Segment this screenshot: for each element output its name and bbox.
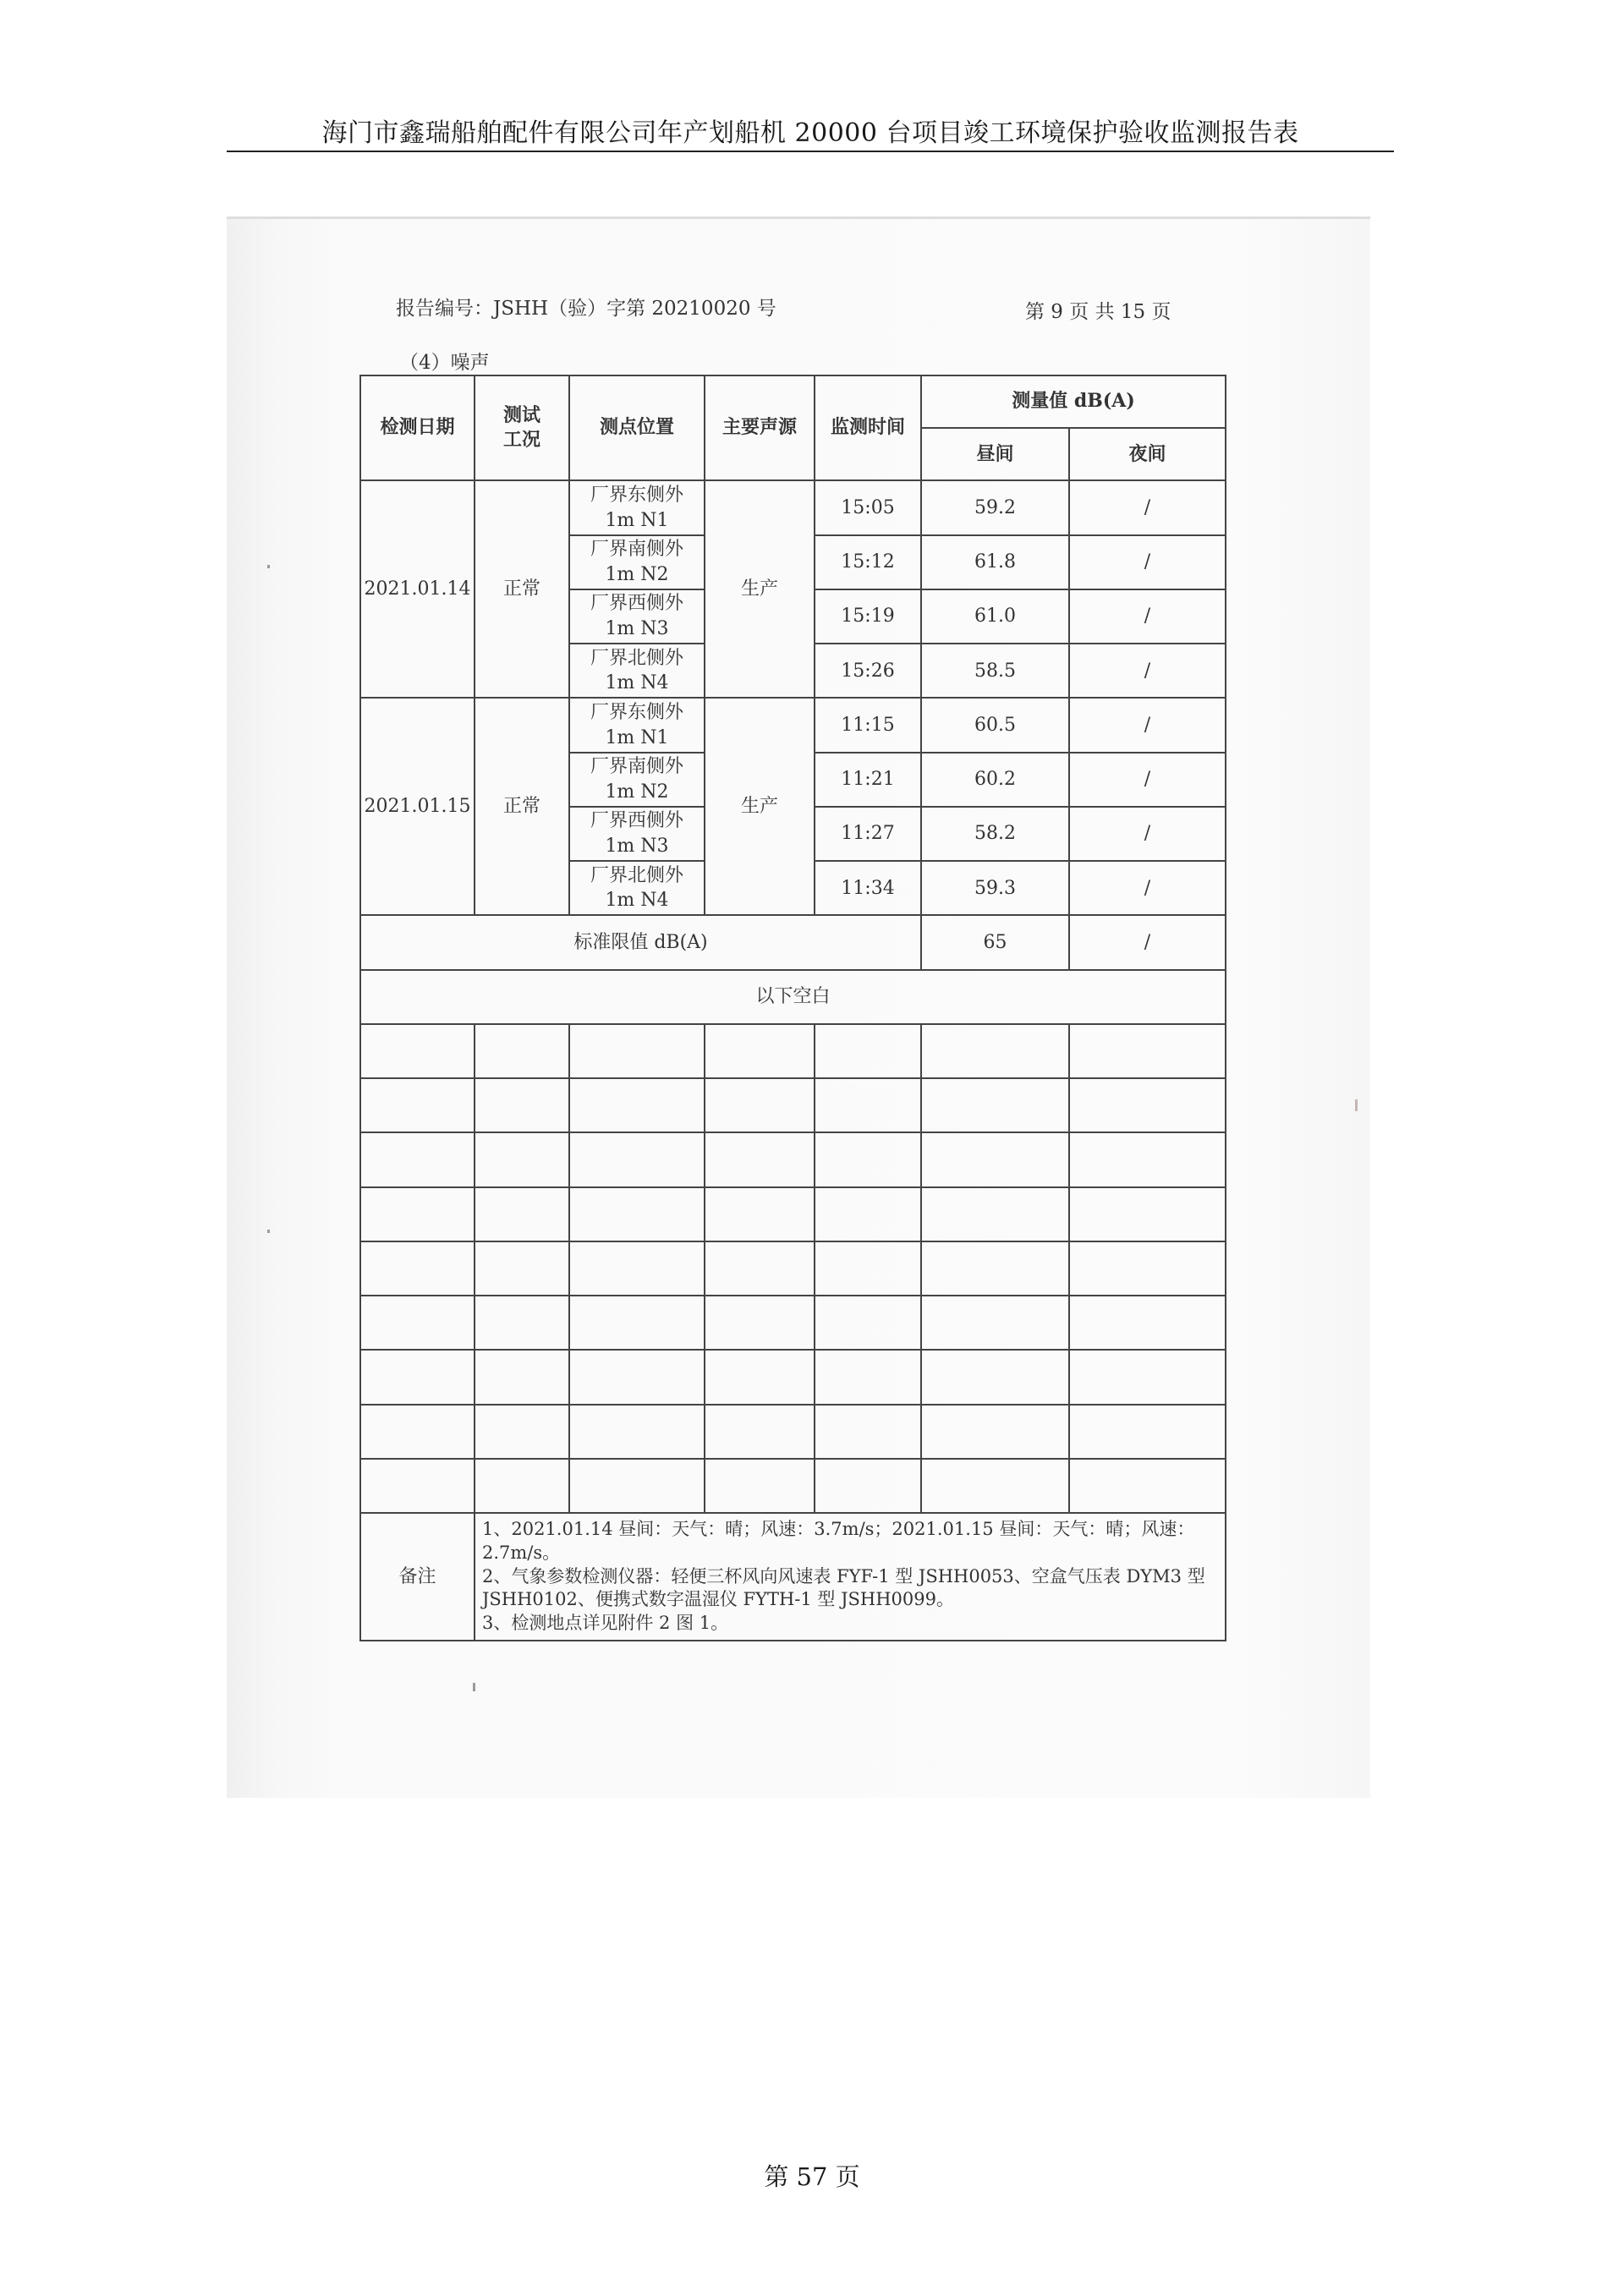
scan-mark bbox=[473, 1683, 475, 1691]
time-cell: 15:12 bbox=[815, 535, 921, 589]
limit-label: 标准限值 dB(A) bbox=[360, 915, 921, 969]
condition-cell: 正常 bbox=[475, 698, 569, 915]
night-value: / bbox=[1069, 480, 1226, 534]
header-date: 检测日期 bbox=[360, 375, 475, 480]
remark-2: 2、气象参数检测仪器：轻便三杯风向风速表 FYF-1 型 JSHH0053、空盒气压表 DYM3 型 JSHH0102、便携式数字温湿仪 FYTH-1 型 JSHH0099。 bbox=[482, 1565, 1205, 1610]
remarks-label: 备注 bbox=[360, 1513, 475, 1641]
location-cell: 厂界东侧外 1m N1 bbox=[569, 698, 705, 752]
empty-row bbox=[360, 1405, 1226, 1459]
header-night: 夜间 bbox=[1069, 428, 1226, 480]
location-cell: 厂界西侧外 1m N3 bbox=[569, 589, 705, 644]
time-cell: 15:19 bbox=[815, 589, 921, 644]
night-value: / bbox=[1069, 644, 1226, 698]
night-value: / bbox=[1069, 861, 1226, 915]
day-value: 61.8 bbox=[921, 535, 1069, 589]
header-condition: 测试工况 bbox=[475, 375, 569, 480]
day-value: 58.2 bbox=[921, 807, 1069, 861]
source-cell: 生产 bbox=[705, 480, 815, 698]
night-value: / bbox=[1069, 698, 1226, 752]
page-number: 第 57 页 bbox=[764, 2162, 860, 2191]
time-cell: 15:05 bbox=[815, 480, 921, 534]
remark-1: 1、2021.01.14 昼间：天气：晴；风速：3.7m/s；2021.01.15 昼间：天气：晴；风速：2.7m/s。 bbox=[482, 1519, 1195, 1564]
source-cell: 生产 bbox=[705, 698, 815, 915]
header-measured: 测量值 dB(A) bbox=[921, 375, 1226, 428]
location-cell: 厂界西侧外 1m N3 bbox=[569, 807, 705, 861]
limit-day: 65 bbox=[921, 915, 1069, 969]
time-cell: 11:21 bbox=[815, 753, 921, 807]
empty-row bbox=[360, 1350, 1226, 1404]
limit-night: / bbox=[1069, 915, 1226, 969]
empty-row bbox=[360, 1459, 1226, 1513]
location-cell: 厂界北侧外 1m N4 bbox=[569, 861, 705, 915]
night-value: / bbox=[1069, 753, 1226, 807]
section-label: （4）噪声 bbox=[399, 352, 490, 374]
time-cell: 15:26 bbox=[815, 644, 921, 698]
header-time: 监测时间 bbox=[815, 375, 921, 480]
location-cell: 厂界南侧外 1m N2 bbox=[569, 535, 705, 589]
header-location: 测点位置 bbox=[569, 375, 705, 480]
table-row bbox=[360, 480, 1226, 534]
scan-mark bbox=[267, 1230, 270, 1233]
header-source: 主要声源 bbox=[705, 375, 815, 480]
condition-cell: 正常 bbox=[475, 480, 569, 698]
day-value: 59.2 bbox=[921, 480, 1069, 534]
remark-3: 3、检测地点详见附件 2 图 1。 bbox=[482, 1613, 729, 1634]
header-rule bbox=[227, 151, 1394, 152]
empty-row bbox=[360, 1024, 1226, 1078]
day-value: 60.2 bbox=[921, 753, 1069, 807]
report-number: 报告编号：JSHH（验）字第 20210020 号 bbox=[396, 298, 776, 320]
header-day: 昼间 bbox=[921, 428, 1069, 480]
remarks-row bbox=[360, 1513, 1226, 1641]
remarks-content bbox=[475, 1513, 1226, 1641]
time-cell: 11:15 bbox=[815, 698, 921, 752]
empty-row bbox=[360, 1241, 1226, 1296]
empty-row bbox=[360, 1296, 1226, 1350]
table-row bbox=[360, 698, 1226, 752]
night-value: / bbox=[1069, 535, 1226, 589]
day-value: 61.0 bbox=[921, 589, 1069, 644]
location-cell: 厂界南侧外 1m N2 bbox=[569, 753, 705, 807]
night-value: / bbox=[1069, 589, 1226, 644]
date-cell: 2021.01.15 bbox=[360, 698, 475, 915]
night-value: / bbox=[1069, 807, 1226, 861]
empty-row bbox=[360, 1078, 1226, 1132]
blank-note: 以下空白 bbox=[360, 970, 1226, 1024]
location-cell: 厂界东侧外 1m N1 bbox=[569, 480, 705, 534]
day-value: 58.5 bbox=[921, 644, 1069, 698]
day-value: 59.3 bbox=[921, 861, 1069, 915]
day-value: 60.5 bbox=[921, 698, 1069, 752]
noise-table bbox=[359, 375, 1226, 1641]
time-cell: 11:34 bbox=[815, 861, 921, 915]
page-counter: 第 9 页 共 15 页 bbox=[1025, 301, 1171, 323]
page-header: 海门市鑫瑞船舶配件有限公司年产划船机 20000 台项目竣工环境保护验收监测报告表 bbox=[321, 118, 1299, 148]
time-cell: 11:27 bbox=[815, 807, 921, 861]
limit-row bbox=[360, 915, 1226, 969]
empty-row bbox=[360, 1132, 1226, 1186]
empty-row bbox=[360, 1187, 1226, 1241]
date-cell: 2021.01.14 bbox=[360, 480, 475, 698]
scan-mark bbox=[267, 565, 270, 568]
scan-mark bbox=[1355, 1099, 1358, 1111]
blank-note-row bbox=[360, 970, 1226, 1024]
location-cell: 厂界北侧外 1m N4 bbox=[569, 644, 705, 698]
scan-edge bbox=[227, 216, 1370, 219]
